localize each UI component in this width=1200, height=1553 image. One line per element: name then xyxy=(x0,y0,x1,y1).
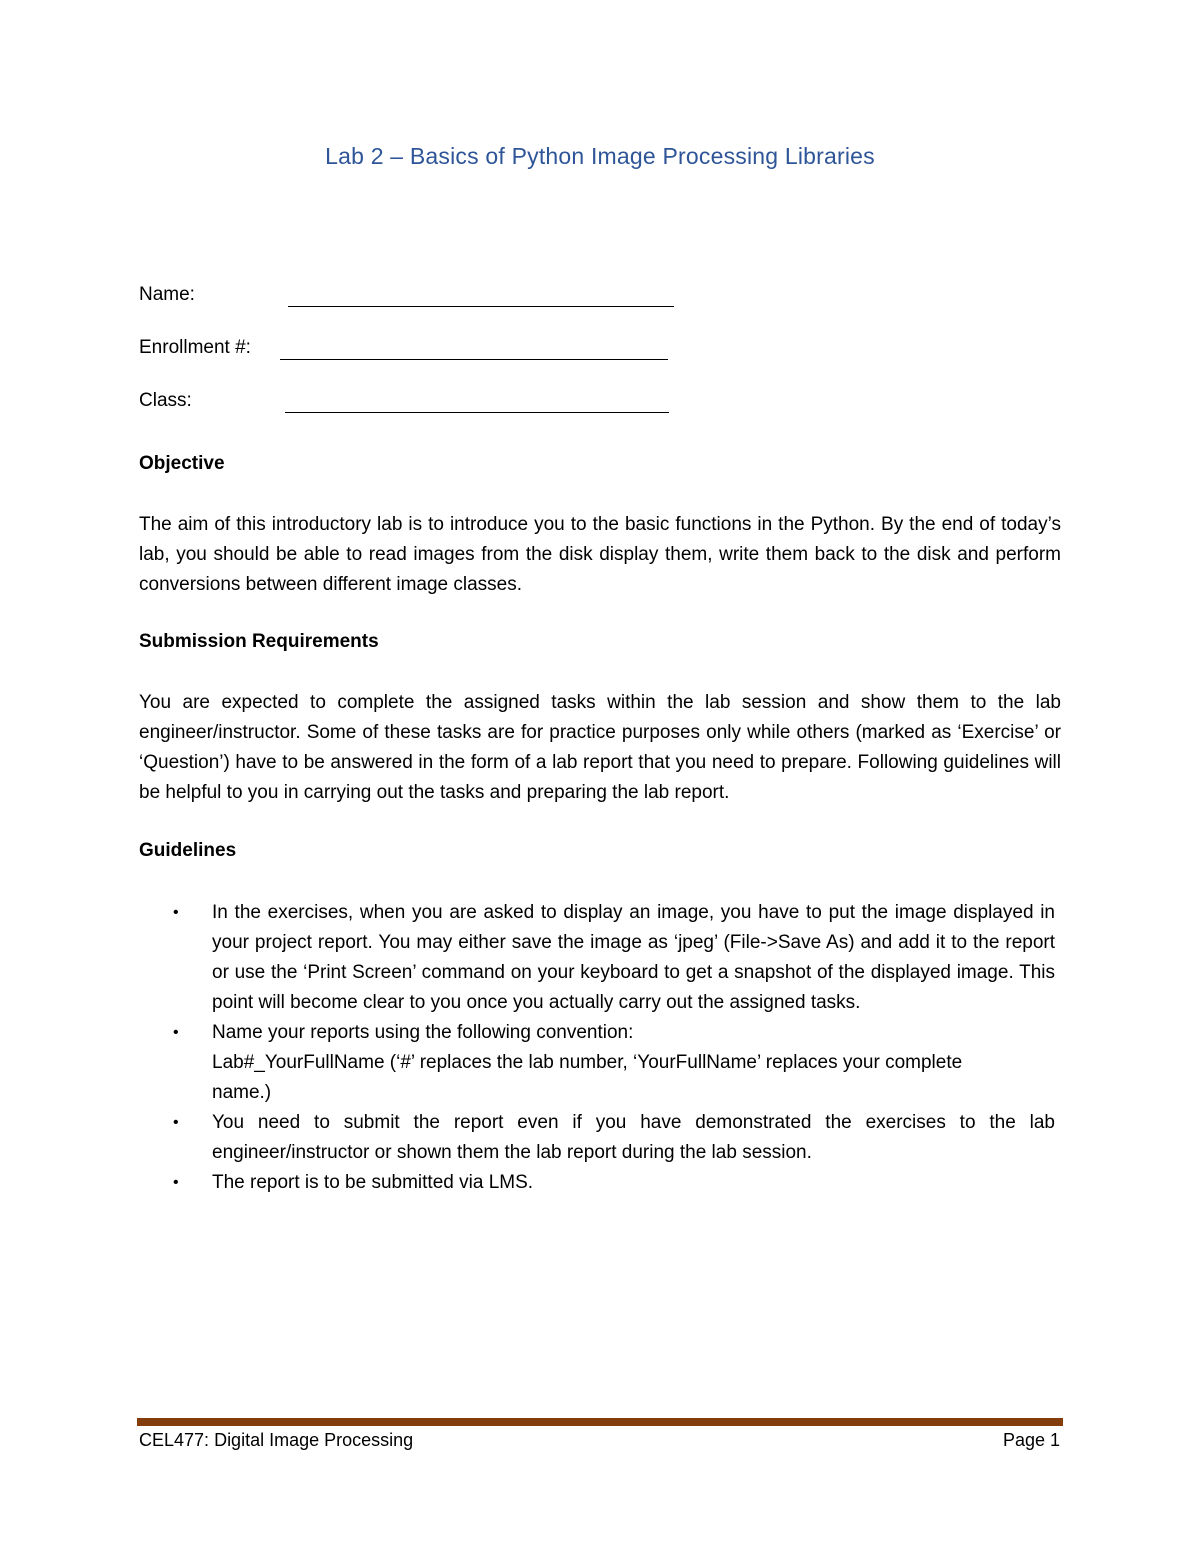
list-item xyxy=(139,1168,1055,1198)
footer-page-number: Page 1 xyxy=(1002,1430,1060,1450)
list-item xyxy=(139,898,1055,1018)
list-item-text: In the exercises, when you are asked to display an image, you have to put the image displayed in your project report. You may either save the image as ‘jpeg’ (File->Save As) and add it to the report or use the ‘Print Screen’ command on your keyboard to get a snapshot of the displayed image. This point will become clear to you once you actually carry out the assigned tasks. xyxy=(212,902,1055,1013)
class-label: Class: xyxy=(139,390,192,411)
list-item-text: You need to submit the report even if you have demonstrated the exercises to the lab engineer/instructor or shown them the lab report during the lab session. xyxy=(212,1112,1055,1163)
footer-course-name: Digital Image Processing xyxy=(209,1430,414,1450)
enrollment-label: Enrollment #: xyxy=(139,337,251,358)
enrollment-blank-line xyxy=(280,359,668,360)
bullet-icon: • xyxy=(173,1114,179,1131)
class-blank-line xyxy=(285,412,669,413)
list-item xyxy=(139,1018,1055,1108)
guidelines-heading: Guidelines xyxy=(139,840,237,861)
objective-heading: Objective xyxy=(139,453,225,474)
list-item xyxy=(139,1108,1055,1168)
list-item-text: Name your reports using the following convention: xyxy=(212,1022,634,1043)
objective-paragraph: The aim of this introductory lab is to introduce you to the basic functions in the Python. By the end of today’s lab, you should be able to read images from the disk display them, write them back to the disk and perform conversions between different image classes. xyxy=(139,514,1061,595)
submission-paragraph: You are expected to complete the assigned tasks within the lab session and show them to the lab engineer/instructor. Some of these tasks are for practice purposes only while others (marked as ‘Exercise’ or ‘Question’) have to be answered in the form of a lab report that you need to prepare. Following guidelines will be helpful to you in carrying out the tasks and preparing the lab report. xyxy=(139,692,1061,803)
name-label: Name: xyxy=(139,284,195,305)
bullet-icon: • xyxy=(173,1024,179,1041)
footer-course-code: CEL477: xyxy=(139,1430,210,1450)
footer-course xyxy=(139,1430,413,1451)
bullet-icon: • xyxy=(173,904,179,921)
list-item-subtext: Lab#_YourFullName (‘#’ replaces the lab number, ‘YourFullName’ replaces your complete name.) xyxy=(212,1052,963,1103)
guidelines-list xyxy=(139,898,1055,1198)
name-blank-line xyxy=(288,306,674,307)
submission-heading: Submission Requirements xyxy=(139,631,379,652)
list-item-text: The report is to be submitted via LMS. xyxy=(212,1172,534,1193)
footer-divider xyxy=(137,1418,1063,1426)
bullet-icon: • xyxy=(173,1174,179,1191)
page-title: Lab 2 – Basics of Python Image Processing Libraries xyxy=(325,143,875,169)
